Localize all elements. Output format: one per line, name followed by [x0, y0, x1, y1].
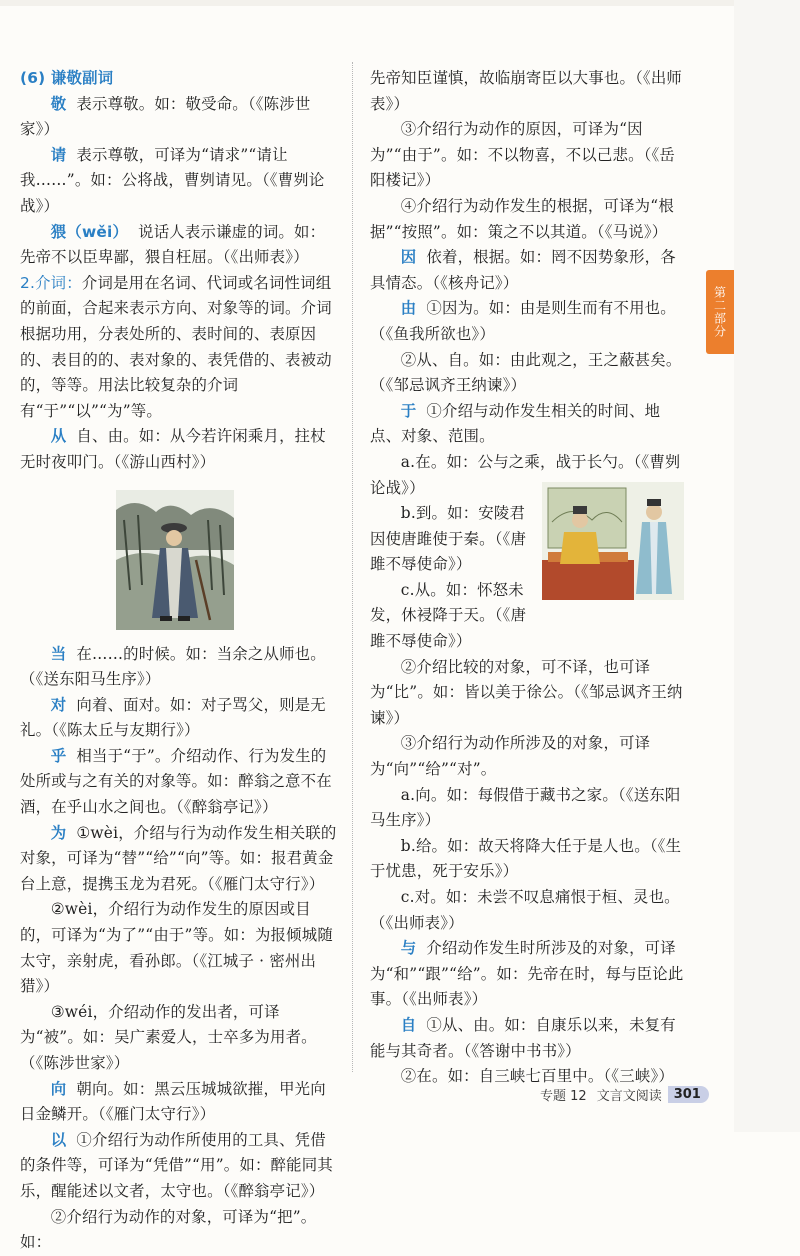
page-margin	[734, 0, 800, 1132]
court-illustration	[542, 482, 684, 600]
preposition-intro: 2.介词：介词是用在名词、代词或名词性词组的前面，合起来表示方向、对象等的词。介词根据功用，分表处所的、表时间的、表原因的、表目的的、表对象的、表凭借的、表被动的，等等。用法比较复杂的介词有“于”“以”“为”等。	[20, 273, 332, 420]
entry-qing: 请 表示尊敬，可译为“请求”“请让我……”。如：公将战，曹刿请见。（《曹刿论战》）	[20, 145, 325, 215]
entry-yu-1: 于 ①介绍与动作发生相关的时间、地点、对象、范围。	[370, 401, 661, 446]
column-divider	[352, 62, 353, 1072]
entry-yu-1c: c.从。如：怀怒未发，休祲降于天。（《唐雎不辱使命》）	[370, 580, 527, 651]
entry-yi-1: 以 ①介绍行为动作所使用的工具、凭借的条件等，可译为“凭借”“用”。如：醉能同其乐，醒能述以文者，太守也。（《醉翁亭记》）	[20, 1130, 333, 1200]
entry-wei-2: ②wèi，介绍行为动作发生的原因或目的，可译为“为了”“由于”等。如：为报倾城随太守，亲射虎，看孙郎。（《江城子 · 密州出猎》）	[20, 900, 333, 996]
footer-topic: 专题 12	[540, 1088, 587, 1104]
footer-title: 文言文阅读	[596, 1088, 662, 1104]
entry-you-1: 由 ①因为。如：由是则生而有不用也。（《鱼我所欲也》）	[370, 299, 676, 343]
section-heading: (6) 谦敬副词	[20, 69, 114, 87]
entry-wei-3: ③wéi，介绍动作的发出者，可译为“被”。如：吴广素爱人，士卒多为用者。（《陈涉世家》）	[20, 1002, 317, 1072]
entry-cong: 从 自、由。如：从今若许闲乘月，拄杖无时夜叩门。（《游山西村》）	[20, 427, 326, 471]
entry-yu-3b: b.给。如：故天将降大任于是人也。（《生于忧患，死于安乐》）	[370, 836, 682, 881]
entry-wei: 猥（wěi） 说话人表示谦虚的词。如：先帝不以臣卑鄙，猥自枉屈。（《出师表》）	[20, 222, 326, 267]
entry-yu-with: 与 介绍动作发生时所涉及的对象，可译为“和”“跟”“给”。如：先帝在时，每与臣论此事。（《出师表》）	[370, 939, 684, 1009]
entry-yi-2-cont: 先帝知臣谨慎，故临崩寄臣以大事也。（《出师表》）	[370, 69, 683, 113]
entry-xiang: 向 朝向。如：黑云压城城欲摧，甲光向日金鳞开。（《雁门太守行》）	[20, 1079, 326, 1124]
left-column	[20, 66, 340, 1256]
entry-yu-3: ③介绍行为动作所涉及的对象，可译为“向”“给”“对”。	[370, 734, 651, 779]
entry-yu-3c: c.对。如：未尝不叹息痛恨于桓、灵也。（《出师表》）	[370, 888, 680, 932]
entry-yi-3: ③介绍行为动作的原因，可译为“因为”“由于”。如：不以物喜，不以己悲。（《岳阳楼记》）	[370, 120, 676, 190]
entry-yi-2: ②介绍行为动作的对象，可译为“把”。如：	[20, 1207, 317, 1252]
entry-jing: 敬 表示尊敬。如：敬受命。（《陈涉世家》）	[20, 94, 311, 139]
entry-yu-1b: b.到。如：安陵君因使唐雎使于秦。（《唐雎不辱使命》）	[370, 504, 527, 574]
entry-yin: 因 依着，根据。如：罔不因势象形，各具情态。（《核舟记》）	[370, 248, 676, 292]
entry-yu-2: ②介绍比较的对象，可不译，也可译为“比”。如：皆以美于徐公。（《邹忌讽齐王纳谏》）	[370, 657, 683, 727]
entry-wei-1: 为 ①wèi，介绍与行为动作发生相关联的对象，可译为“替”“给”“向”等。如：报君黄金台上意，提携玉龙为君死。（《雁门太守行》）	[20, 823, 337, 893]
entry-dang: 当 在……的时候。如：当余之从师也。（《送东阳马生序》）	[20, 644, 326, 689]
page-footer	[540, 1083, 709, 1105]
entry-yi-4: ④介绍行为动作发生的根据，可译为“根据”“按照”。如：策之不以其道。（《马说》）	[370, 196, 674, 241]
page-number: 301	[668, 1086, 709, 1103]
entry-you-2: ②从、自。如：由此观之，王之蔽甚矣。（《邹忌讽齐王纳谏》）	[370, 350, 682, 395]
scholar-illustration	[116, 490, 234, 630]
entry-zi-1: 自 ①从、由。如：自康乐以来，未复有能与其奇者。（《答谢中书书》）	[370, 1015, 676, 1060]
top-edge	[0, 0, 800, 6]
entry-dui: 对 向着、面对。如：对子骂父，则是无礼。（《陈太丘与友期行》）	[20, 695, 326, 740]
entry-yu-3a: a.向。如：每假借于藏书之家。（《送东阳马生序》）	[370, 785, 681, 830]
entry-yu-1a: a.在。如：公与之乘，战于长勺。（《曹刿论战》）	[370, 452, 681, 497]
section-side-tab[interactable]: 第二部分	[706, 270, 734, 354]
entry-hu: 乎 相当于“于”。介绍动作、行为发生的处所或与之有关的对象等。如：醉翁之意不在酒，在乎山水之间也。（《醉翁亭记》）	[20, 746, 332, 817]
entry-zi-2: ②在。如：自三峡七百里中。（《三峡》）	[400, 1067, 674, 1086]
